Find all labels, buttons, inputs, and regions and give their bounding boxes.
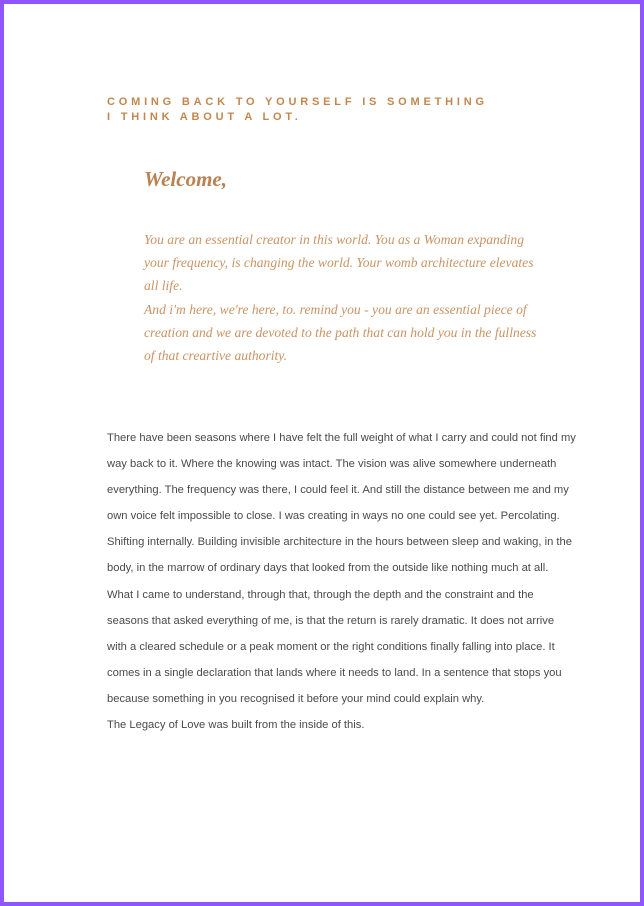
quote-paragraph: And i'm here, we're here, to. remind you - you are an essential piece of creation and we are devoted to the path that can hold you in the fullness of that creartive authority. (144, 301, 537, 364)
welcome-quote (144, 228, 544, 367)
body-paragraph: The Legacy of Love was built from the inside of this. (107, 719, 365, 732)
body-paragraph: There have been seasons where I have felt the full weight of what I carry and could not find my way back to it. Where the knowing was intact. The vision was alive somewhere underneath everything. The frequency was there, I could feel it. And still the distance between me and my own voice felt impossible to close. I was creating in ways no one could see yet. Percolating. Shifting internally. Building invisible architecture in the hours between sleep and waking, in the body, in the marrow of ordinary days that looked from the outside like nothing much at all. What I came to understand, through that, through the depth and the constraint and the seasons that asked everything of me, is that the return is rarely dramatic. It does not arrive with a cleared schedule or a peak moment or the right conditions finally falling into place. It comes in a single declaration that lands where it needs to land. In a sentence that stops you because something in you recognised it before your mind could explain why. (107, 432, 576, 705)
welcome-heading: Welcome, (144, 167, 227, 191)
quote-paragraph: You are an essential creator in this world. You as a Woman expanding your frequency, is changing the world. Your womb architecture elevates all life. (144, 232, 534, 294)
eyebrow-heading: COMING BACK TO YOURSELF IS SOMETHING I THINK ABOUT A LOT. (107, 96, 488, 123)
body-text (107, 425, 577, 738)
